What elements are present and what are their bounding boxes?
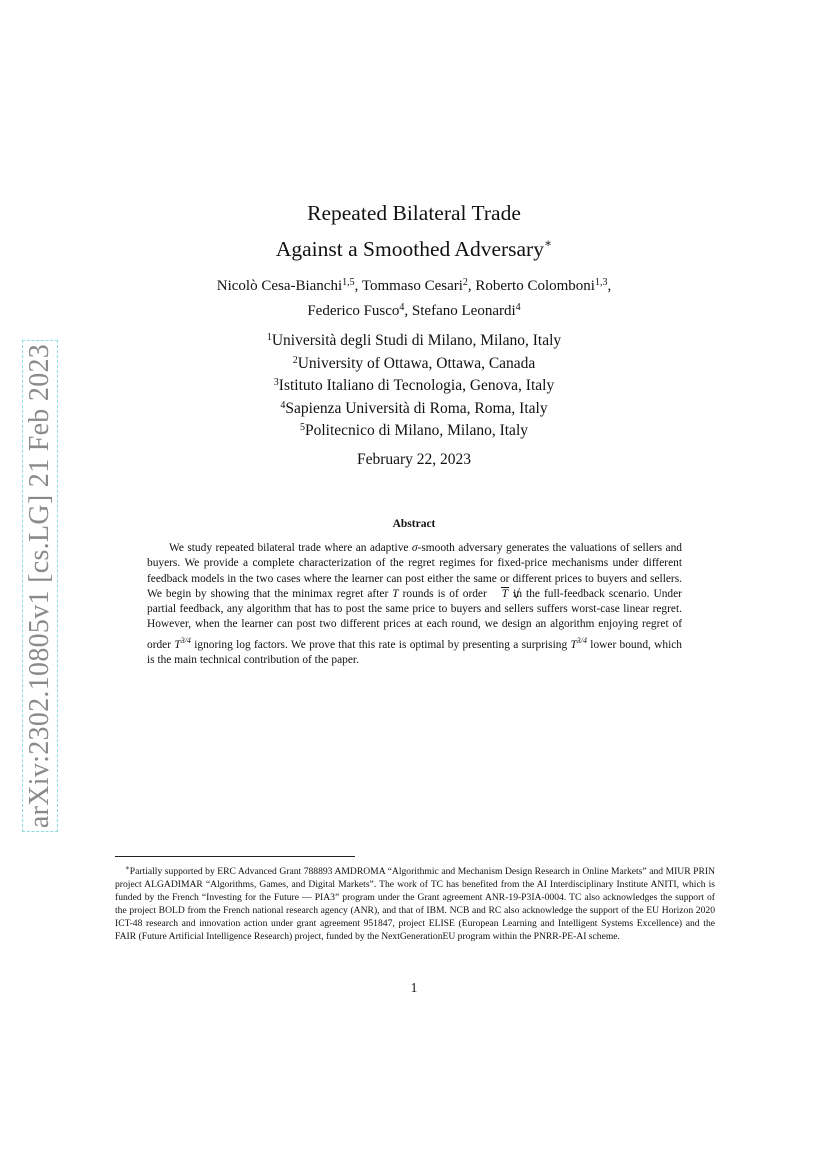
math-sigma: σ xyxy=(411,542,418,554)
affiliation-mark: 5 xyxy=(300,422,305,433)
math-exponent: 3/4 xyxy=(576,635,588,645)
affiliation-text: Istituto Italiano di Tecnologia, Genova, Italy xyxy=(278,377,555,394)
author-affil: 2 xyxy=(462,277,468,288)
affiliation-text: Sapienza Università di Roma, Roma, Italy xyxy=(285,399,548,417)
author-affil: 1,3 xyxy=(594,277,608,288)
abstract-part: -smooth adversary generates the valuations of sellers and buyers. We provide a complete characterization of the regret regimes for fixed-price mechanisms under different feedback models in the two cases where the learner can post either the same or different prices to buyers and sellers. We begin by showing that the minimax regret after xyxy=(147,542,682,600)
author-name: Tommaso Cesari xyxy=(361,278,463,294)
author-affil: 4 xyxy=(515,302,521,313)
author-name: Roberto Colomboni xyxy=(475,278,595,294)
math-sqrt-T xyxy=(491,588,509,600)
title-line-1: Repeated Bilateral Trade xyxy=(307,201,521,225)
author-line-1: Nicolò Cesa-Bianchi$^{1,5}$, Tommaso Cesari$^2$, Roberto Colomboni$^{1,3}$, xyxy=(216,277,612,294)
abstract-part: rounds is of order xyxy=(398,587,491,600)
affiliation-list xyxy=(0,328,828,441)
author-list xyxy=(0,272,828,322)
abstract-text xyxy=(147,541,682,668)
page-number: 1 xyxy=(410,980,418,995)
affiliation-text: Università degli Studi di Milano, Milano, Italy xyxy=(271,332,562,349)
affiliation-mark: 1 xyxy=(266,332,272,343)
footnote-text: Partially supported by ERC Advanced Grant 788893 AMDROMA “Algorithmic and Mechanism Design Research in Online Markets” and MIUR PRIN project ALGADIMAR “Algorithms, Games, and Digital Markets”. The work of TC has benefited from the AI Interdisciplinary Institute ANITI, which is funded by the French “Investing for the Future — PIA3” program under the Grant agreement ANR-19-P3IA-0004. TC also acknowledges the support of the project BOLD from the French national research agency (ANR), and that of IBM. NCB and RC also acknowledge the support of the EU Horizon 2020 ICT-48 research and innovation action under grant agreement 951847, project ELISE (European Learning and Intelligent Systems Excellence) and the FAIR (Future Artificial Intelligence Research) project, funded by the NextGenerationEU program within the PNRR-PE-AI scheme. xyxy=(115,866,715,943)
paper-date: February 22, 2023 xyxy=(356,451,472,468)
author-name: Stefano Leonardi xyxy=(411,303,516,319)
math-T: T xyxy=(392,587,399,600)
abstract-part: We study repeated bilateral trade where an adaptive xyxy=(169,542,412,554)
abstract-heading: Abstract xyxy=(392,518,436,530)
author-line-2: Federico Fusco$^4$, Stefano Leonardi$^4$ xyxy=(307,302,521,319)
affiliation-mark: 3 xyxy=(273,377,279,388)
affiliation-text: Politecnico di Milano, Milano, Italy xyxy=(305,422,528,439)
math-T: T xyxy=(570,638,577,651)
affiliation xyxy=(0,373,828,396)
arxiv-identifier: arXiv:2302.10805v1 [cs.LG] 21 Feb 2023 xyxy=(24,343,56,829)
affiliation-mark: 2 xyxy=(292,354,298,366)
author-name: Federico Fusco xyxy=(307,303,400,319)
affiliation-text: University of Ottawa, Ottawa, Canada xyxy=(297,354,536,372)
author-affil: 4 xyxy=(399,302,405,313)
abstract-part: ignoring log factors. We prove that this rate is optimal by presenting a surprising xyxy=(190,638,571,651)
paper-title xyxy=(0,198,828,264)
footnote xyxy=(115,862,715,944)
affiliation xyxy=(0,328,828,351)
title-line-2-text: Against a Smoothed Adversary xyxy=(275,237,544,261)
affiliation xyxy=(0,396,828,419)
footnote-rule xyxy=(115,856,355,857)
affiliation xyxy=(0,351,828,374)
affiliation xyxy=(0,418,828,441)
abstract-part: in the full-feedback scenario. Under partial feedback, any algorithm that has to post the same price to buyers and sellers suffers worst-case linear regret. However, when the learner can post two different prices at each round, we design an algorithm enjoying regret of order xyxy=(147,587,682,651)
math-exponent: 3/4 xyxy=(180,635,191,645)
title-line-2 xyxy=(0,228,828,264)
affiliation-mark: 4 xyxy=(280,399,286,411)
title-footnote-mark: ∗ xyxy=(543,236,553,250)
math-T: T xyxy=(174,638,181,651)
footnote-mark: ∗ xyxy=(125,864,130,872)
author-name: Nicolò Cesa-Bianchi xyxy=(216,278,343,294)
abstract-part: lower bound, which is the main technical contribution of the paper. xyxy=(147,638,682,667)
sqrt-radicand: T xyxy=(501,587,509,600)
author-affil: 1,5 xyxy=(342,277,355,288)
